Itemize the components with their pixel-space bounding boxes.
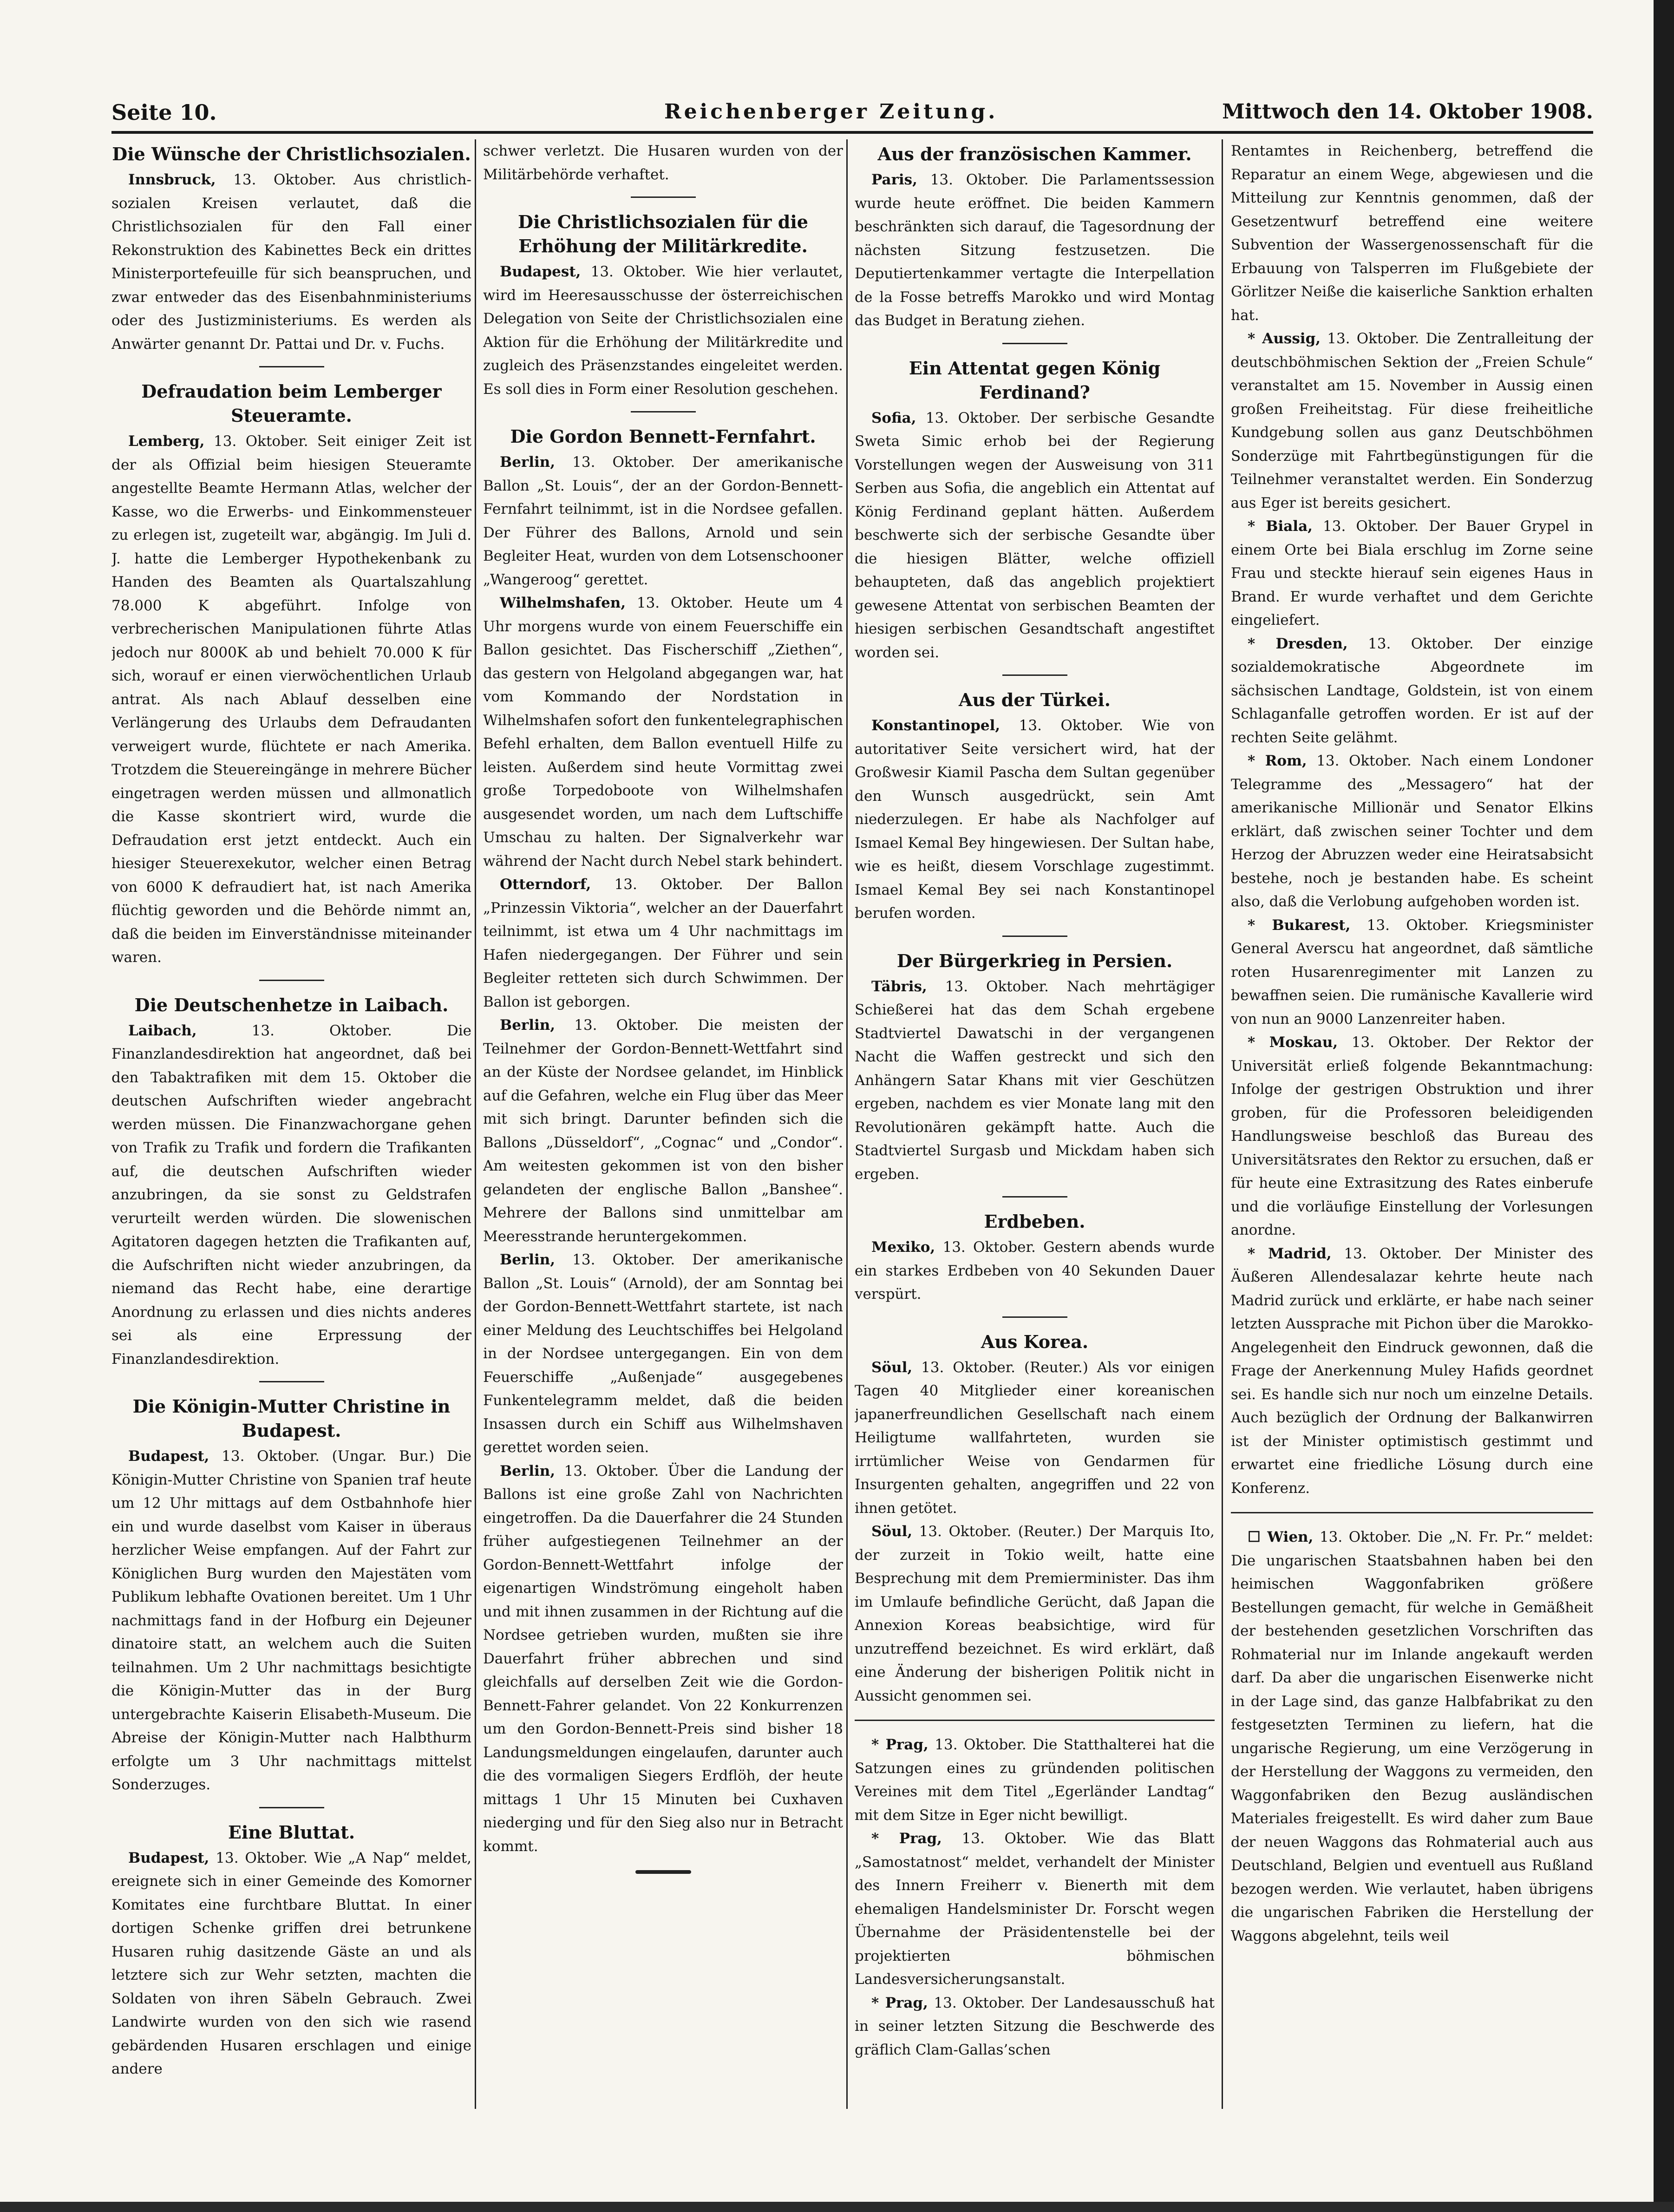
article-body	[483, 1014, 843, 1248]
dateline: Innsbruck,	[128, 171, 216, 188]
article-body	[1231, 515, 1593, 632]
article-headline: Die Christlichsozialen für die Erhöhung der Militärkredite.	[518, 211, 808, 256]
article-body	[111, 168, 471, 356]
article-continuation: Rentamtes in Reichenberg, betreffend die Reparatur an einem Wege, abgewiesen und die Mitteilung zur Kenntnis genommen, daß der Gesetzentwurf betreffend eine weitere Subvention der Wassergenossenschaft für die Erbauung von Talsperren im Flußgebiete der Görlitzer Neiße die kaiserliche Sanktion erhalten hat.	[1231, 143, 1593, 324]
separator-rule	[1002, 343, 1067, 344]
dateline: Berlin,	[500, 1017, 556, 1034]
article-text: 13. Oktober. Der amerikanische Ballon „St. Louis“ (Arnold), der am Sonntag bei der Gordon-Bennett-Wettfahrt startete, ist nach einer Meldung des Leuchtschiffes bei Helgoland in der Nordsee untergegangen. Ein von dem Feuerschiffe „Außenjade“ ausgegebenes Funkentelegramm meldet, daß die beiden Insassen durch ein Schiff aus Wilhelmshaven gerettet worden seien.	[483, 1251, 843, 1456]
column-rule	[846, 139, 848, 2109]
article-text: 13. Oktober. Über die Landung der Ballons ist eine große Zahl von Nachrichten eingetroffen. Da die Dauerfahrer die 24 Stunden früher aufgestiegenen Teilnehmer an der Gordon-Bennett-Wettfahrt infolge der eigenartigen Windströmung eingeholt haben und mit ihnen zusammen in der Richtung auf die Nordsee getrieben wurden, mußten sie ihre Dauerfahrt früher abbrechen und sind gleichfalls auf derselben Zeit wie die Gordon-Bennett-Fahrer gelandet. Von 22 Konkurrenzen um den Gordon-Bennett-Preis sind bisher 18 Landungsmeldungen eingelaufen, darunter auch die des vormaligen Siegers Erdflöh, der heute mittags 1 Uhr 15 Minuten bei Cuxhaven niederging und für den Sieg also nur in Betracht kommt.	[483, 1462, 843, 1855]
article-text: 13. Oktober. Wie hier verlautet, wird im Heeresausschusse der österreichischen Delegation von Seite der Christlichsozialen eine Aktion für die Erhöhung der Militärkredite und zugleich des Präsenzstandes eingeleitet werden. Es soll dies in Form einer Resolution geschehen.	[483, 263, 843, 398]
article-headline: Aus der französischen Kammer.	[877, 144, 1192, 164]
dateline: * Prag,	[871, 1830, 942, 1847]
separator-rule	[631, 196, 696, 198]
article-body	[1231, 1031, 1593, 1242]
article-text: 13. Oktober. (Reuter.) Als vor einigen Tagen 40 Mitglieder einer koreanischen japanerfreundlichen Gesellschaft nach einem Heiligtume wallfahrteten, wurden sie irrtümlicher Weise von Gendarmen für Insurgenten gehalten, angegriffen und 22 von ihnen getötet.	[855, 1359, 1215, 1517]
article-body	[1231, 1525, 1593, 1948]
article-headline: Der Bürgerkrieg in Persien.	[896, 950, 1173, 971]
article-text: 13. Oktober. Wie von autoritativer Seite versichert wird, hat der Großwesir Kiamil Pascha dem Sultan gegenüber den Wunsch ausgedrückt, sein Amt niederzulegen. Er habe als Nachfolger auf Ismael Kemal Bey hingewiesen. Der Sultan habe, wie es heißt, diesem Vorschlage zugestimmt. Ismael Kemal Bey sei nach Konstantinopel berufen worden.	[855, 717, 1215, 922]
header-rule	[111, 131, 1593, 134]
column-2	[483, 139, 843, 2114]
column-3	[855, 139, 1215, 2114]
article-body	[855, 714, 1215, 925]
article-headline: Die Königin-Mutter Christine in Budapest.	[132, 1396, 451, 1441]
dateline: Budapest,	[128, 1849, 209, 1866]
article-headline: Erdbeben.	[984, 1211, 1085, 1232]
article-text: 13. Oktober. (Ungar. Bur.) Die Königin-Mutter Christine von Spanien traf heute um 12 Uhr mittags auf dem Ostbahnhofe hier ein und wurde daselbst vom Kaiser in überaus herzlicher Weise empfangen. Auf der Fahrt zur Königlichen Burg wurden den Majestäten vom Publikum lebhafte Ovationen bereitet. Um 1 Uhr nachmittags fand in der Hofburg ein Dejeuner dinatoire statt, an welchem auch die Suiten teilnahmen. Um 2 Uhr nachmittags besichtigte die Königin-Mutter das in der Burg untergebrachte Kaiserin Elisabeth-Museum. Die Abreise der Königin-Mutter nach Halbthurm erfolgte um 3 Uhr nachmittags mittelst Sonderzuges.	[111, 1448, 471, 1793]
article-body	[483, 451, 843, 591]
dateline: * Dresden,	[1248, 635, 1348, 652]
separator-rule	[259, 980, 324, 981]
article-body	[855, 1356, 1215, 1520]
page-number: Seite 10.	[111, 100, 217, 125]
article-body	[111, 430, 471, 969]
dateline: ☐ Wien,	[1248, 1529, 1314, 1545]
article-text: 13. Oktober. Kriegsminister General Averscu hat angeordnet, daß sämtliche roten Husarenregimenter mit Lanzen zu bewaffnen seien. Die rumänische Kavallerie wird von nun an 9000 Lanzenreiter haben.	[1231, 916, 1593, 1027]
dateline: Täbris,	[871, 978, 927, 995]
separator-rule	[259, 1807, 324, 1808]
dateline: * Rom,	[1248, 753, 1307, 769]
article-body	[855, 1520, 1215, 1708]
dateline: Budapest,	[128, 1448, 209, 1465]
article-text: 13. Oktober. Der Bauer Grypel in einem Orte bei Biala erschlug im Zorne seine Frau und steckte hierauf sein eigenes Haus in Brand. Er wurde verhaftet und dem Gerichte eingeliefert.	[1231, 518, 1593, 628]
article-text: 13. Oktober. Aus christlich-sozialen Kreisen verlautet, daß die Christlichsozialen für den Fall einer Rekonstruktion des Kabinettes Beck ein drittes Ministerportefeuille für sich beanspruchen, und zwar entweder das des Eisenbahnministeriums oder des Justizministeriums. Es werden als Anwärter genannt Dr. Pattai und Dr. v. Fuchs.	[111, 171, 471, 353]
article-text: 13. Oktober. Die Zentralleitung der deutschböhmischen Sektion der „Freien Schule“ veranstaltet am 15. November in Aussig einen großen Freiheitstag. Für diese freiheitliche Kundgebung sollen aus ganz Deutschböhmen Sonderzüge mit Fahrtbegünstigungen für die Teilnehmer veranstaltet werden. Ein Sonderzug aus Eger ist bereits gesichert.	[1231, 330, 1593, 511]
separator-rule	[631, 411, 696, 412]
dateline: Berlin,	[500, 1251, 556, 1268]
article-body	[483, 260, 843, 401]
dateline: Söul,	[871, 1359, 913, 1376]
issue-date: Mittwoch den 14. Oktober 1908.	[1222, 100, 1593, 124]
article-continuation: schwer verletzt. Die Husaren wurden von der Militärbehörde verhaftet.	[483, 143, 843, 183]
article-body	[855, 1827, 1215, 1991]
dateline: * Prag,	[871, 1736, 929, 1753]
article-headline: Defraudation beim Lemberger Steueramte.	[141, 381, 442, 426]
article-headline: Die Gordon Bennett-Fernfahrt.	[510, 426, 816, 447]
scan-border-bottom	[0, 2202, 1674, 2212]
article-text: 13. Oktober. Der Minister des Äußeren Allendesalazar kehrte heute nach Madrid zurück und erklärte, er habe nach seiner letzten Aussprache mit Pichon über die Marokko-Angelegenheit den Eindruck gewonnen, daß die Frage der Anerkennung Muley Hafids geordnet sei. Es handle sich nur noch um einzelne Details. Auch bezüglich der Ordnung der Balkanwirren ist der Minister optimistisch gestimmt und erwartet eine friedliche Lösung durch eine Konferenz.	[1231, 1245, 1593, 1497]
article-text: 13. Oktober. Die meisten der Teilnehmer der Gordon-Bennett-Wettfahrt sind an der Küste der Nordsee gelandet, im Hinblick auf die Gefahren, welche ein Flug über das Meer mit sich bringt. Darunter befinden sich die Ballons „Düsseldorf“, „Cognac“ und „Condor“. Am weitesten gekommen ist von den bisher gelandeten der englische Ballon „Banshee“. Mehrere der Ballons sind unmittelbar am Meeresstrande heruntergekommen.	[483, 1017, 843, 1245]
dateline: Budapest,	[500, 263, 581, 280]
separator-rule	[1002, 674, 1067, 676]
article-body	[855, 975, 1215, 1186]
dateline: Sofia,	[871, 409, 916, 426]
dateline: Paris,	[871, 171, 917, 188]
dateline: Söul,	[871, 1523, 913, 1540]
article-headline: Die Deutschenhetze in Laibach.	[134, 994, 449, 1015]
article-headline: Aus Korea.	[981, 1331, 1089, 1352]
article-body	[855, 1991, 1215, 2062]
article-body	[855, 168, 1215, 333]
column-rule	[1222, 139, 1223, 2109]
article-body	[111, 1019, 471, 1371]
article-text: 13. Oktober. Wie das Blatt „Samostatnost“ meldet, verhandelt der Minister des Innern Freiherr v. Bienerth mit dem ehemaligen Handelsminister Dr. Forscht wegen Übernahme der Präsidentenstelle bei der projektierten böhmischen Landesversicherungsanstalt.	[855, 1830, 1215, 1988]
dateline: Mexiko,	[871, 1239, 935, 1256]
article-text: 13. Oktober. Wie „A Nap“ meldet, ereignete sich in einer Gemeinde des Komorner Komitates eine furchtbare Bluttat. In einer dortigen Schenke griffen drei betrunkene Husaren ruhig dasitzende Gäste an und als letztere sich zur Wehr setzten, machten die Soldaten von ihren Säbeln Gebrauch. Zwei Landwirte wurden von den sich wie rasend gebärdenden Husaren erschlagen und einige andere	[111, 1849, 471, 2077]
article-body	[1231, 1242, 1593, 1500]
article-headline: Ein Attentat gegen König Ferdinand?	[909, 357, 1161, 403]
article-text: 13. Oktober. Der einzige sozialdemokratische Abgeordnete im sächsischen Landtage, Goldstein, ist von einem Schlaganfalle getroffen worden. Er ist auf der rechten Seite gelähmt.	[1231, 635, 1593, 746]
article-text: 13. Oktober. Die Parlamentssession wurde heute eröffnet. Die beiden Kammern beschränkten sich darauf, die Tagesordnung der nächsten Sitzung festzusetzen. Die Deputiertenkammer vertagte die Interpellation de la Fosse betreffs Marokko und wird Montag das Budget in Beratung ziehen.	[855, 171, 1215, 329]
dateline: * Madrid,	[1248, 1245, 1332, 1262]
article-headline: Aus der Türkei.	[959, 689, 1111, 710]
page-header	[111, 95, 1593, 132]
article-text: 13. Oktober. Der Ballon „Prinzessin Viktoria“, welcher an der Dauerfahrt teilnimmt, ist etwa um 4 Uhr nachmittags im Hafen niedergegangen. Der Führer und sein Begleiter retteten sich durch Schwimmen. Der Ballon ist geborgen.	[483, 876, 843, 1010]
article-body	[111, 1445, 471, 1797]
article-text: 13. Oktober. Der amerikanische Ballon „St. Louis“, der an der Gordon-Bennett-Fernfahrt teilnimmt, ist in die Nordsee gefallen. Der Führer des Ballons, Arnold und sein Begleiter Heat, wurden von dem Lotsenschooner „Wangeroog“ gerettet.	[483, 454, 843, 588]
dateline: * Moskau,	[1248, 1034, 1338, 1051]
article-body	[855, 1236, 1215, 1306]
separator-rule	[1002, 1316, 1067, 1318]
dateline: Wilhelmshafen,	[500, 595, 626, 611]
dateline: Otterndorf,	[500, 876, 591, 893]
article-text: 13. Oktober. Nach einem Londoner Telegramme des „Messagero“ hat der amerikanische Millionär und Senator Elkins erklärt, daß zwischen seiner Tochter und dem Herzog der Abruzzen weder eine Heiratsabsicht bestehe, noch je bestanden habe. Es scheint also, daß die Verlobung aufgehoben worden ist.	[1231, 753, 1593, 910]
dateline: * Prag,	[871, 1994, 928, 2011]
article-text: 13. Oktober. Die Finanzlandesdirektion hat angeordnet, daß bei den Tabaktrafiken mit dem 15. Oktober die deutschen Aufschriften wieder angebracht werden müssen. Die Finanzwachorgane gehen von Trafik zu Trafik und fordern die Trafikanten auf, die deutschen Aufschriften wieder anzubringen, da sie sonst zu Geldstrafen verurteilt werden würden. Die slowenischen Agitatoren dagegen hetzten die Trafikanten auf, die Aufschriften nicht wieder anzubringen, da niemand das Recht habe, eine derartige Anordnung zu erlassen und dies nichts anderes sei als eine Erpressung der Finanzlandesdirektion.	[111, 1022, 471, 1368]
article-text: 13. Oktober. Seit einiger Zeit ist der als Offizial beim hiesigen Steueramte angestellte Beamte Hermann Atlas, welcher der Kasse, wo die Erwerbs- und Einkommensteuer zu erlegen ist, zugeteilt war, abgängig. Im Juli d. J. hatte die Lemberger Hypothekenbank zu Handen des Beamten als Quartalszahlung 78.000 K abgeführt. Infolge von verbrecherischen Manipulationen führte Atlas jedoch nur 8000K ab und behielt 70.000 K für sich, worauf er einen vierwöchentlichen Urlaub antrat. Als nach Ablauf desselben eine Verlängerung des Urlaubs dem Defraudanten verweigert wurde, flüchtete er nach Amerika. Trotzdem die Steuereingänge in mehrere Bücher eingetragen werden müssen und allmonatlich die Kasse skontriert wird, wurde die Defraudation erst jetzt entdeckt. Auch ein hiesiger Steuerexekutor, welcher einen Betrag von 6000 K defraudiert hat, ist nach Amerika flüchtig geworden und die Behörde nimmt an, daß die beiden im Einverständnisse miteinander waren.	[111, 433, 471, 966]
dateline: * Aussig,	[1248, 330, 1321, 347]
article-text: 13. Oktober. Die Statthalterei hat die Satzungen eines zu gründenden politischen Vereines mit dem Titel „Egerländer Landtag“ mit dem Sitze in Eger nicht bewilligt.	[855, 1736, 1215, 1824]
article-body	[483, 1459, 843, 1859]
column-rule	[475, 139, 476, 2109]
article-text: 13. Oktober. Der Rektor der Universität erließ folgende Bekanntmachung: Infolge der gestrigen Obstruktion und ihrer groben, für die Professoren beleidigenden Handlungsweise beschloß das Bureau des Universitätsrates den Rektor zu ersuchen, daß er für heute eine Extrasitzung des Rates einberufe und die vorläufige Einstellung der Vorlesungen anordne.	[1231, 1034, 1593, 1238]
article-text: 13. Oktober. Der Landesausschuß hat in seiner letzten Sitzung die Beschwerde des gräflich Clam-Gallas’schen	[855, 1994, 1215, 2058]
article-body	[483, 1248, 843, 1459]
article-text: 13. Oktober. Nach mehrtägiger Schießerei hat das dem Schah ergebene Stadtviertel Dawatschi in der vergangenen Nacht die Waffen gestreckt und sich den Anhängern Satar Khans mit vier Geschützen ergeben, nachdem es vier Monate lang mit den Revolutionären gekämpft hatte. Auch die Stadtviertel Surgasb und Mickdam haben sich ergeben.	[855, 978, 1215, 1183]
article-headline: Eine Bluttat.	[228, 1821, 355, 1843]
article-body	[483, 873, 843, 1014]
separator-rule	[1002, 1196, 1067, 1198]
article-body	[855, 1733, 1215, 1827]
section-rule	[1231, 1512, 1593, 1513]
article-body	[111, 1846, 471, 2081]
dateline: * Bukarest,	[1248, 916, 1351, 934]
dateline: Konstantinopel,	[871, 717, 1000, 734]
article-text: 13. Oktober. Der serbische Gesandte Sweta Simic erhob bei der Regierung Vorstellungen wegen der Ausweisung von 311 Serben aus Sofia, die angeblich ein Attentat auf König Ferdinand geplant hätten. Außerdem beschwerte sich der serbische Gesandte über die hiesigen Blätter, welche offiziell behaupteten, daß das angeblich projektiert gewesene Attentat von serbischen Beamten der hiesigen serbischen Gesandtschaft angestiftet worden sei.	[855, 409, 1215, 661]
separator-rule	[259, 366, 324, 367]
separator-rule	[259, 1381, 324, 1382]
separator-rule	[1002, 936, 1067, 937]
newspaper-title: Reichenberger Zeitung.	[664, 100, 998, 124]
dateline: Berlin,	[500, 454, 556, 471]
dateline: Laibach,	[128, 1022, 197, 1039]
article-text: 13. Oktober. Die „N. Fr. Pr.“ meldet: Die ungarischen Staatsbahnen haben bei den heimischen Waggonfabriken größere Bestellungen gemacht, für welche in Gemäßheit der bestehenden gesetzlichen Vorschriften das Rohmaterial nur im Inlande angekauft werden darf. Da aber die ungarischen Eisenwerke nicht in der Lage sind, das ganze Halbfabrikat zu den festgesetzten Terminen zu liefern, hat die ungarische Regierung, um eine Verzögerung in der Herstellung der Waggons zu vermeiden, den Waggonfabriken den Bezug ausländischen Materiales freigestellt. Es wird daher zum Baue der neuen Waggons das Rohmaterial auch aus Deutschland, Belgien und eventuell aus Rußland bezogen werden. Wie verlautet, haben übrigens die ungarischen Fabriken die Herstellung der Waggons abgelehnt, teils weil	[1231, 1529, 1593, 1944]
column-4	[1231, 139, 1593, 2114]
dateline: Berlin,	[500, 1462, 556, 1479]
article-body	[1231, 632, 1593, 750]
article-text: 13. Oktober. Heute um 4 Uhr morgens wurde von einem Feuerschiffe ein Ballon gesichtet. Das Fischerschiff „Ziethen“, das gestern von Helgoland abgegangen war, hat vom Kommando der Nordstation in Wilhelmshafen sofort den funkentelegraphischen Befehl erhalten, dem Ballon eventuell Hilfe zu leisten. Außerdem sind heute Vormittag zwei große Torpedoboote von Wilhelmshafen ausgesendet worden, um nach dem Luftschiffe Umschau zu halten. Der Signalverkehr war während der Nacht durch Nebel stark behindert.	[483, 595, 843, 870]
article-text: 13. Oktober. Gestern abends wurde ein starkes Erdbeben von 40 Sekunden Dauer verspürt.	[855, 1239, 1215, 1302]
dateline: Lemberg,	[128, 433, 205, 450]
article-headline: Die Wünsche der Christlichsozialen.	[112, 144, 471, 164]
end-flourish	[635, 1870, 691, 1874]
column-1	[111, 139, 471, 2114]
article-text: 13. Oktober. (Reuter.) Der Marquis Ito, der zurzeit in Tokio weilt, hatte eine Besprechung mit dem Premierminister. Das ihm im Umlaufe befindliche Gerücht, daß Japan die Annexion Koreas beabsichtige, wird für unzutreffend bezeichnet. Es wird erklärt, daß eine Änderung der bisherigen Politik nicht in Aussicht genommen sei.	[855, 1523, 1215, 1704]
article-body	[483, 591, 843, 873]
dateline: * Biala,	[1248, 518, 1313, 535]
scan-border-right	[1654, 0, 1674, 2212]
article-body	[1231, 749, 1593, 914]
article-body	[1231, 327, 1593, 515]
section-rule	[855, 1720, 1215, 1721]
article-body	[1231, 914, 1593, 1031]
article-body	[855, 406, 1215, 665]
